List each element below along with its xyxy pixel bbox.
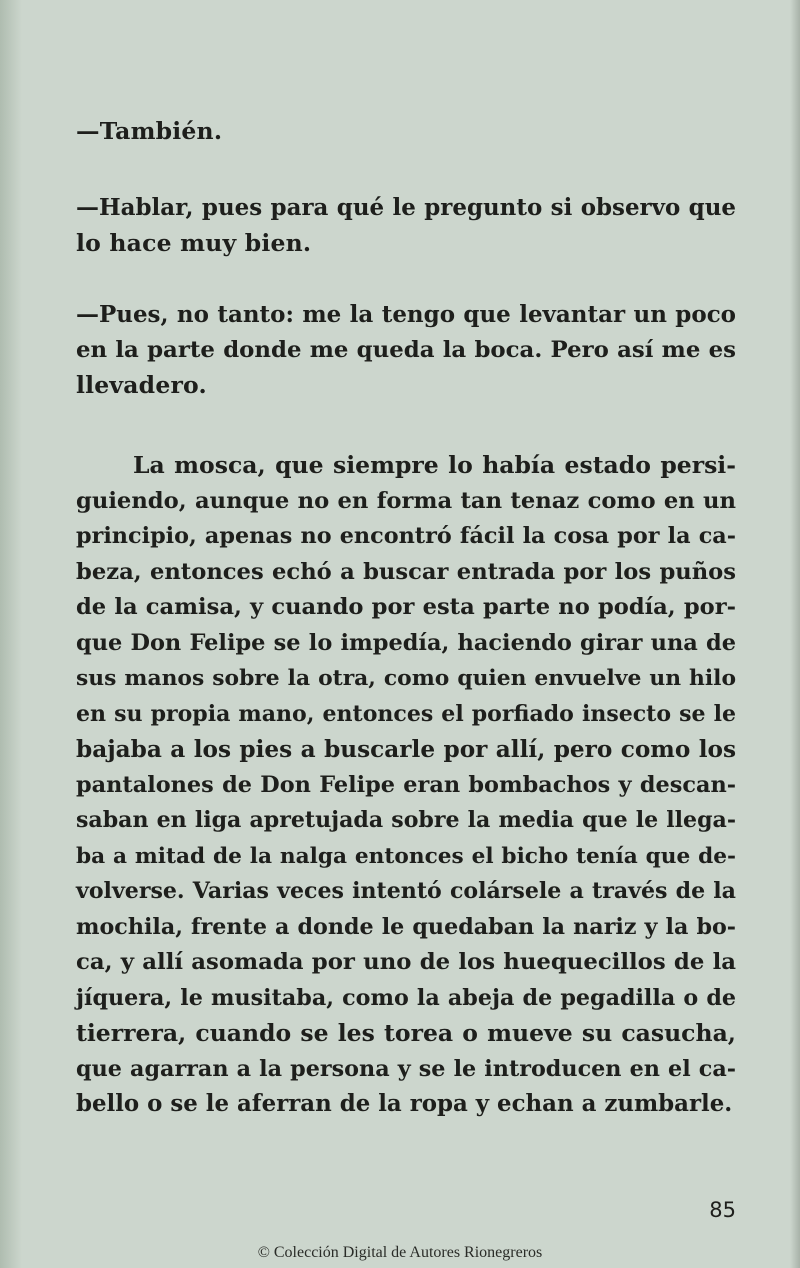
text-line: principio, apenas no encontró fácil la cosa por la ca- (76, 523, 736, 549)
text-line: bajaba a los pies a buscarle por allí, pero como los (76, 736, 736, 763)
dialogue-line-3 (76, 297, 736, 404)
text-line: guiendo, aunque no en forma tan tenaz como en un (76, 487, 736, 514)
text-line: llevadero. (76, 371, 207, 399)
text-line: volverse. Varias veces intentó colársele a través de la (76, 878, 736, 904)
text-line: tierrera, cuando se les torea o mueve su casucha, (76, 1019, 736, 1047)
text-line: lo hace muy bien. (76, 228, 312, 257)
text-line: sus manos sobre la otra, como quien envuelve un hilo (76, 666, 736, 691)
text-line: saban en liga apretujada sobre la media que le llega- (76, 807, 736, 833)
dialogue-line-1 (76, 114, 736, 150)
page-number: 85 (709, 1198, 736, 1222)
dialogue-line-2 (76, 190, 736, 261)
text-line: ca, y allí asomada por uno de los huequecillos de la (76, 949, 736, 975)
footer-credit: © Colección Digital de Autores Rionegreros (257, 1244, 543, 1261)
text-line: jíquera, le musitaba, como la abeja de pegadilla o de (76, 984, 736, 1011)
text-line: que Don Felipe se lo impedía, haciendo girar una de (76, 629, 736, 656)
text-line: de la camisa, y cuando por esta parte no podía, por- (76, 594, 736, 620)
text-line: mochila, frente a donde le quedaban la nariz y la bo- (76, 913, 736, 940)
text-line: en la parte donde me queda la boca. Pero así me es (76, 336, 736, 363)
text-line: —Hablar, pues para qué le pregunto si observo que (76, 194, 736, 221)
text-line: en su propia mano, entonces el porfiado insecto se le (76, 700, 736, 727)
text-line: ba a mitad de la nalga entonces el bicho tenía que de- (76, 843, 736, 869)
text-line: La mosca, que siempre lo había estado persi- (133, 451, 736, 479)
text-line: —También. (76, 117, 223, 145)
text-line: beza, entonces echó a buscar entrada por los puños (76, 558, 736, 585)
narrative-paragraph (76, 448, 736, 1123)
text-line: que agarran a la persona y se le introducen en el ca- (76, 1055, 736, 1082)
text-line: pantalones de Don Felipe eran bombachos y descan- (76, 771, 736, 798)
text-line: —Pues, no tanto: me la tengo que levantar un poco (76, 301, 736, 328)
text-line: bello o se le aferran de la ropa y echan a zumbarle. (76, 1091, 733, 1117)
